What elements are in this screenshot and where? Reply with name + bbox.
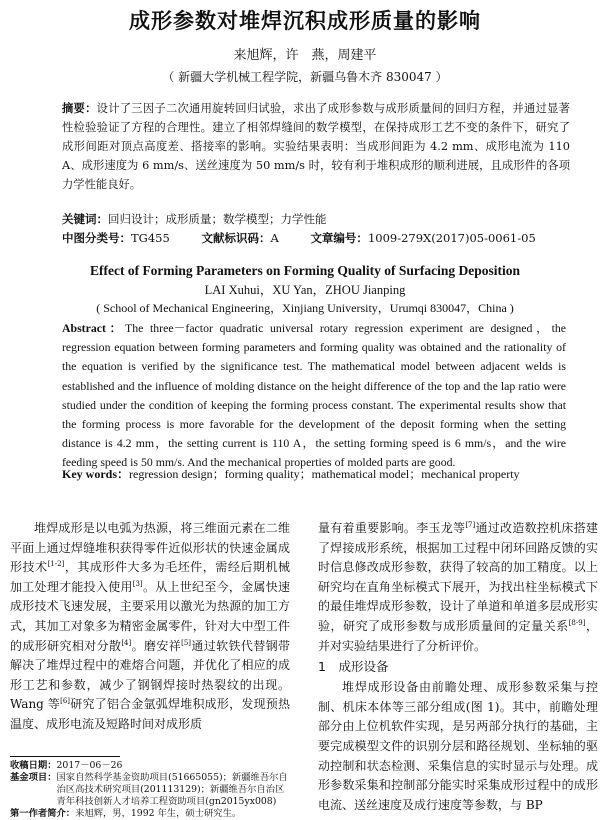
intro-text-1: 堆焊成形是以电弧为热源，将三维面元素在二维平面上通过焊缝堆积获得零件近似形状的快速金属成形技术 — [10, 521, 290, 575]
abstract-cn-label: 摘要： — [62, 102, 97, 115]
article-number-value: 1009-279X(2017)05-0061-05 — [367, 231, 536, 245]
citation-ref: [8-9] — [568, 618, 586, 627]
classification-row — [62, 229, 570, 247]
paper-title-en: Effect of Forming Parameters on Forming Quality of Surfacing Deposition — [89, 263, 521, 278]
footnote-fund — [10, 772, 292, 808]
intro-text-2: ，其成形件大多为毛坯件，需经后期机械加工处理才能投入使用 — [10, 560, 290, 594]
keywords-en-label: Key words： — [62, 467, 129, 481]
abstract-cn-text: 设计了三因子二次通用旋转回归试验，求出了成形参数与成形质量间的回归方程，并通过显著性检验验证了方程的合理性。建立了相邻焊缝间的数学模型，在保持成形工艺不变的条件下，研究了成形间距对顶点高度差、搭接率的影响。实验结果表明：当成形间距为 4.2 mm、成形电流为 110 A、成形速度为 6 mm/s、送丝速度为 50 mm/s 时，较有利于堆积成形的顺利进展，且成形件的各项力学性能良好。 — [62, 102, 570, 191]
citation-ref: [3] — [132, 579, 143, 588]
keywords-en — [62, 465, 566, 483]
intro-paragraph-continued — [318, 519, 598, 656]
intro-cont-text-3: ，并对实验结果进行了分析评价。 — [318, 618, 598, 653]
clc-value: TG455 — [131, 231, 170, 245]
doc-code-value: A — [270, 231, 279, 245]
body-column-left — [10, 519, 290, 735]
abstract-cn — [62, 99, 570, 194]
footnotes — [10, 760, 292, 820]
keywords-cn-label: 关键词： — [62, 212, 108, 226]
authors-en: LAI Xuhui，XU Yan，ZHOU Jianping — [204, 283, 406, 297]
body-column-right — [318, 519, 598, 815]
keywords-cn — [62, 210, 570, 228]
intro-cont-text-2: 通过改造数控机床搭建了焊接成形系统，根据加工过程中闭环回路反馈的实时信息修改成形参数，获得了较高的加工精度。以上研究均在直角坐标模式下展开，为找出柱坐标模式下的最佳堆焊成形参数，设计了单道和单道多层成形实验，研究了成形参数与成形质量间的定量关系 — [318, 521, 598, 633]
abstract-en-label: Abstract： — [62, 321, 126, 335]
authors-cn: 来旭辉，许 燕，周建平 — [233, 48, 377, 63]
article-number — [310, 229, 535, 247]
section-heading: 1 成形设备 — [318, 659, 389, 675]
citation-ref: [1-2] — [47, 560, 65, 569]
intro-text-3: 。从上世纪至今，金属快速成形技术飞速发展，主要采用以激光为热源的加工方式，其加工对象多为精密金属零件，针对大中型工件的成形研究相对分散 — [10, 579, 290, 653]
author-bio-label: 第一作者简介： — [10, 808, 76, 819]
abstract-en-text: The three－factor quadratic universal rotary regression experiment are designed，the regression equation between forming parameters and forming quality was obtained and the rationality of the equation is verified by the significance test. The mathematical model between adjacent welds is established and the influence of molding distance on the height difference of the top and the lap ratio were studied under the condition of keeping the forming process constant. The experimental results show that the forming process is more favorable for the development of the deposit forming when the setting distance is 4.2 mm，the setting current is 110 A，the setting forming speed is 6 mm/s，and the wire feeding speed is 50 mm/s. And the mechanical properties of molded parts are good. — [62, 321, 566, 470]
intro-text-4: 。磨安祥 — [131, 638, 182, 653]
document-code — [201, 229, 278, 247]
received-label: 收稿日期： — [10, 760, 57, 771]
intro-text-6: 研究了铝合金氩弧焊堆积成形，发现预热温度、成形电流及短路时间对成形质 — [10, 697, 290, 731]
clc-label: 中图分类号： — [62, 231, 131, 245]
keywords-en-text: regression design；forming quality；mathematical model；mechanical property — [129, 467, 520, 481]
intro-text-5: 通过软铁代替钢带解决了堆焊过程中的难熔合问题，并优化了相应的成形工艺和参数，减少了钢钢焊接时热裂纹的出现。Wang 等 — [10, 638, 290, 712]
keywords-cn-text: 回归设计；成形质量；数学模型；力学性能 — [108, 212, 327, 226]
footnote-author — [10, 808, 292, 820]
received-text: 2017－06－26 — [56, 760, 123, 771]
intro-paragraph — [10, 519, 290, 735]
fund-label: 基金项目： — [10, 772, 57, 783]
intro-cont-text-1: 量有着重要影响。李玉龙等 — [318, 521, 466, 535]
author-bio-text: 来旭辉，男，1992 年生，硕士研究生。 — [75, 808, 242, 819]
citation-ref: [5] — [181, 638, 192, 647]
abstract-en — [62, 319, 566, 473]
section-1-paragraph: 堆焊成形设备由前瞻处理、成形参数采集与控制、机床本体等三部分组成(图 1)。其中，前瞻处理部分由上位机软件实现，是另两部分执行的基础，主要完成模型文件的识别分层和路径规划、坐标轴的驱动控制和状态检测、采集信息的实时显示与处理。成形参数采集和控制部分能实时采集成形过程中的成形电流、送丝速度及成行速度等参数，与 BP — [318, 680, 598, 812]
affiliation-cn: （ 新疆大学机械工程学院，新疆乌鲁木齐 830047 ） — [162, 70, 448, 84]
footnote-divider — [10, 756, 120, 757]
doc-code-label: 文献标识码： — [201, 231, 271, 245]
fund-text: 国家自然科学基金资助项目(51665055)；新疆维吾尔自治区高技术研究项目(201113129)；新疆维吾尔自治区青年科技创新人才培养工程资助项目(gn2015yx008) — [56, 772, 288, 807]
footnote-received — [10, 760, 292, 772]
citation-ref: [4] — [121, 638, 132, 647]
affiliation-en: ( School of Mechanical Engineering，Xinjiang University，Urumqi 830047，China ) — [96, 301, 514, 315]
paper-title-cn: 成形参数对堆焊沉积成形质量的影响 — [129, 9, 481, 33]
article-number-label: 文章编号： — [310, 231, 368, 245]
clc-number — [62, 229, 170, 247]
citation-ref: [6] — [60, 697, 71, 706]
citation-ref: [7] — [465, 521, 476, 529]
